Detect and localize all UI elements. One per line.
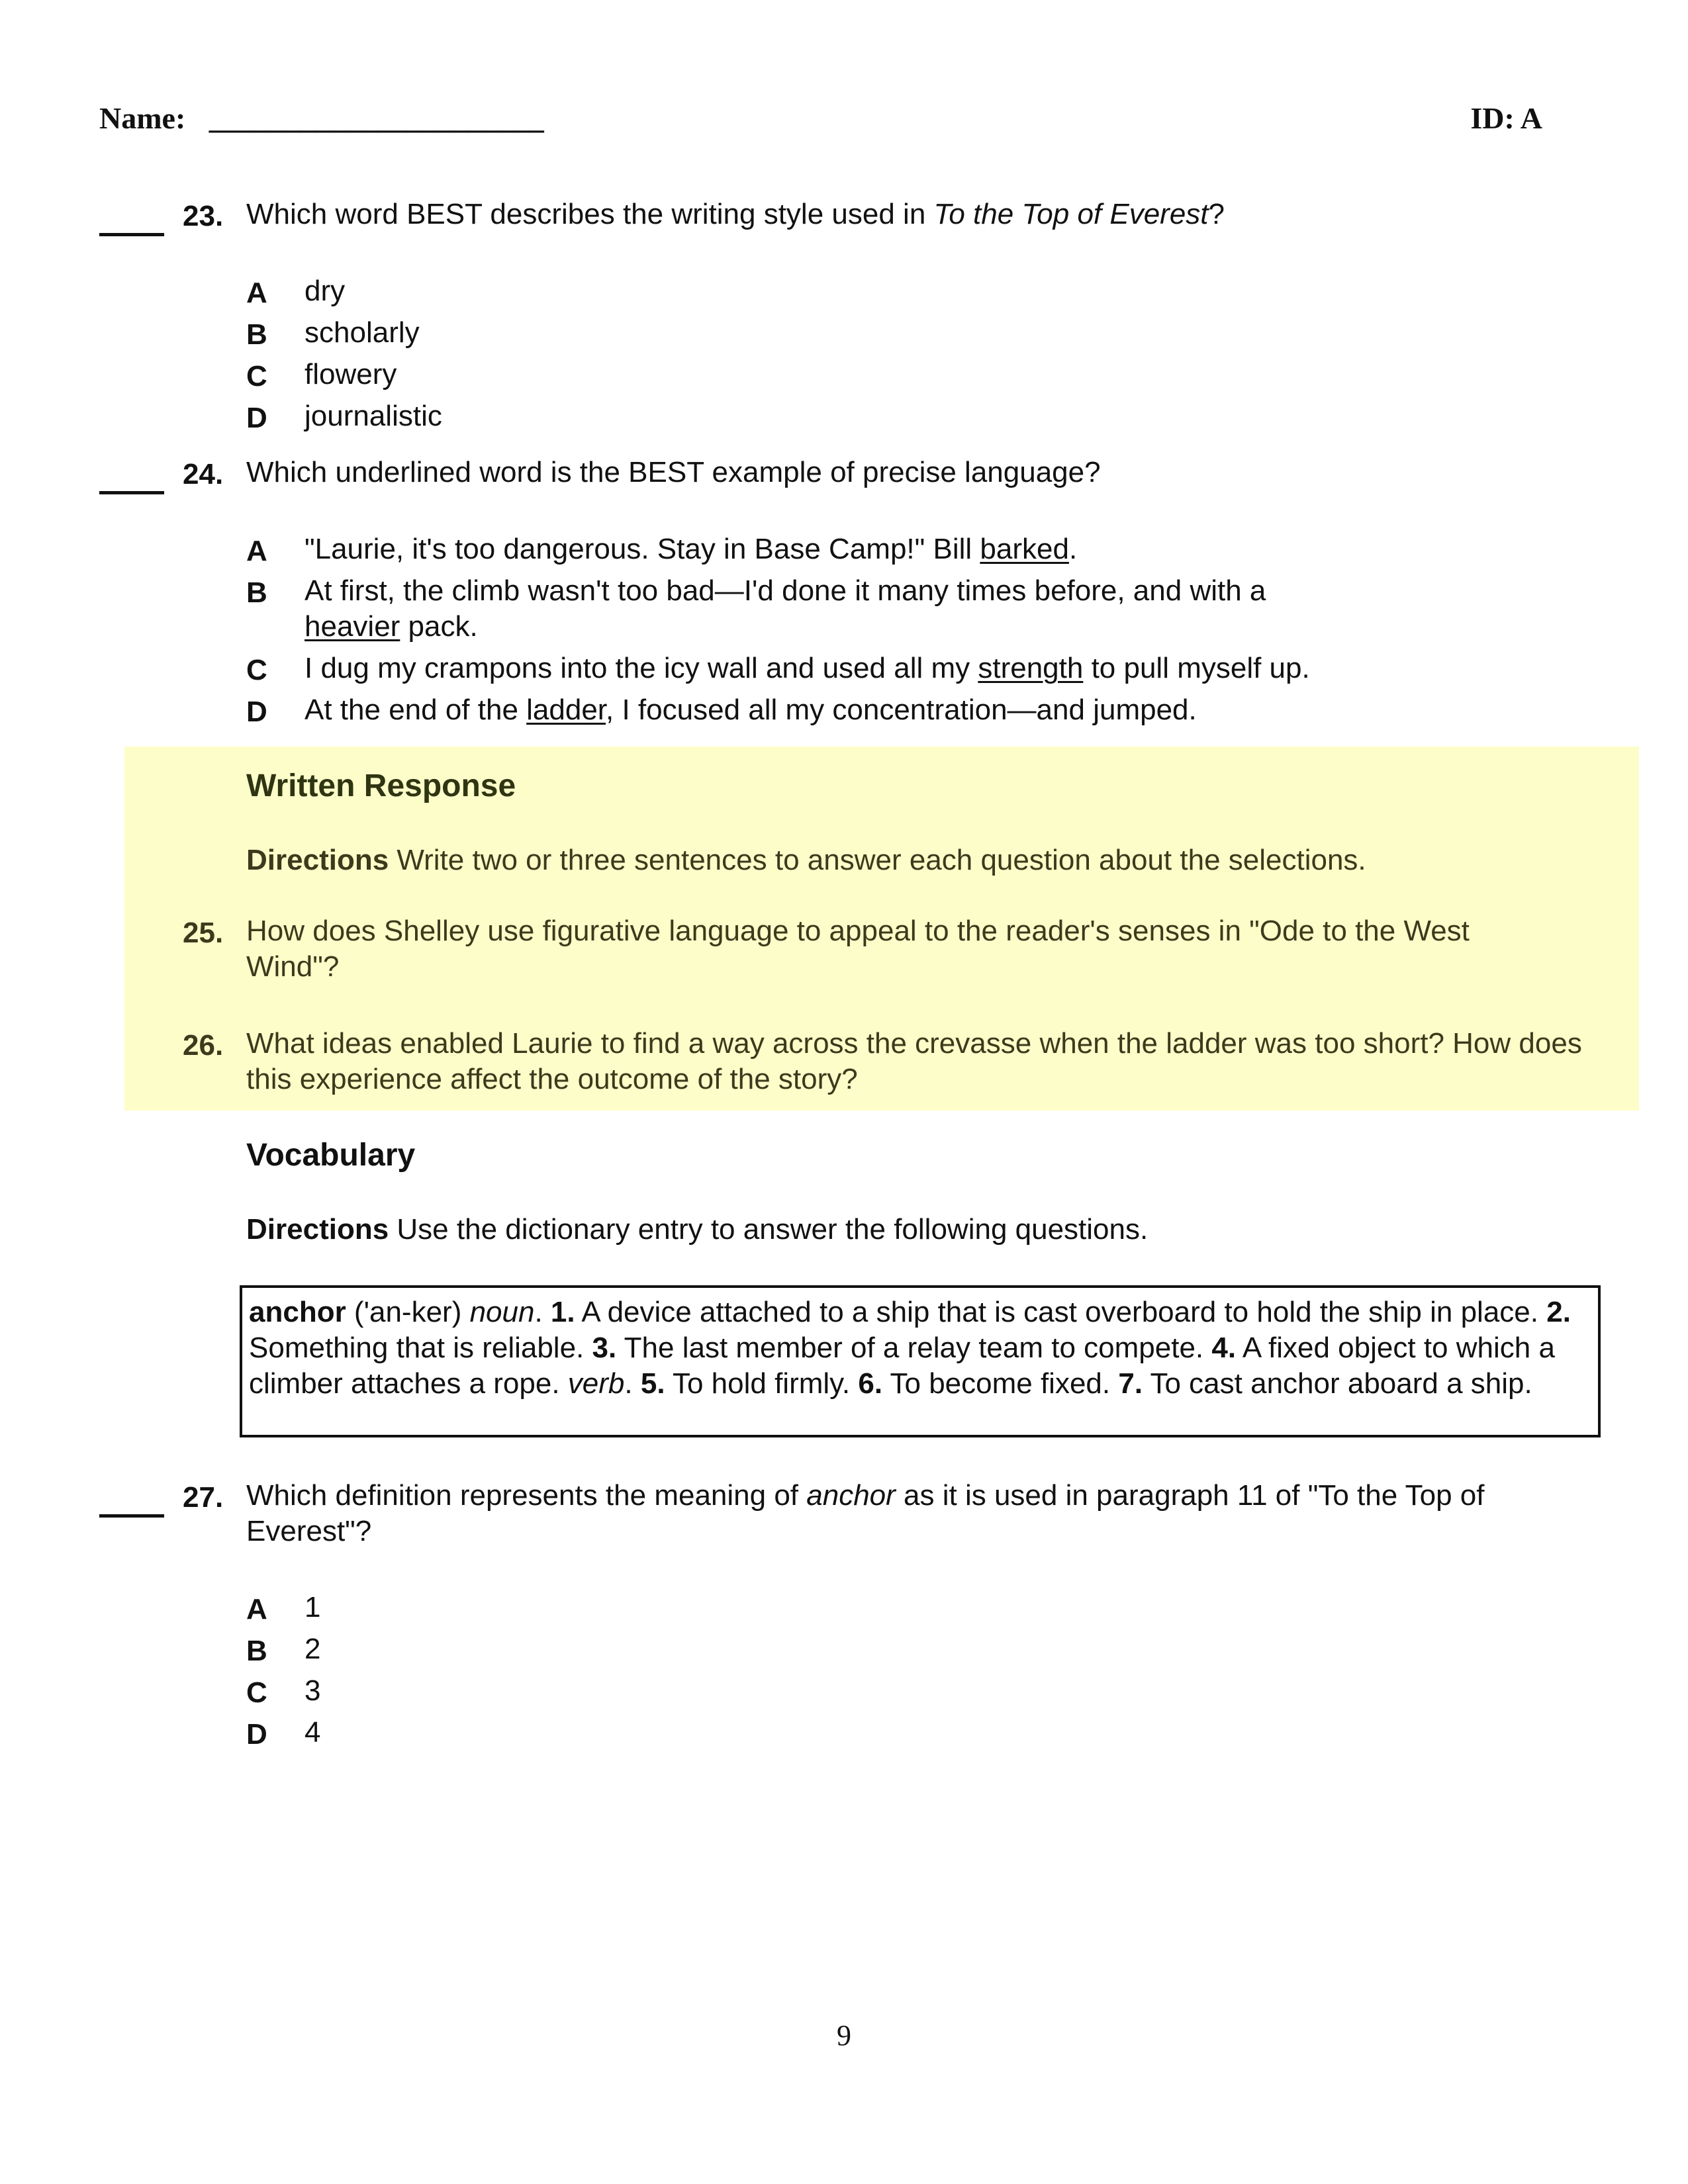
option-text-part: I dug my crampons into the icy wall and used all my bbox=[305, 652, 978, 684]
q27-option-letter: B bbox=[246, 1635, 267, 1667]
name-label: Name: bbox=[99, 101, 186, 135]
underlined-word: heavier bbox=[305, 610, 400, 643]
definition-text: To cast anchor aboard a ship. bbox=[1143, 1367, 1532, 1400]
q27-word-italic: anchor bbox=[806, 1479, 896, 1512]
q27-text-end: as it is used in paragraph 11 of "To the Top of Everest"? bbox=[246, 1479, 1485, 1547]
underlined-word: strength bbox=[978, 652, 1084, 684]
definition-number: 6. bbox=[858, 1367, 883, 1400]
definition-text: Something that is reliable. bbox=[249, 1332, 592, 1364]
question-number-23: 23. bbox=[183, 200, 224, 232]
definition-number: 1. bbox=[550, 1296, 575, 1328]
question-text-25: How does Shelley use figurative language to appeal to the reader's senses in "Ode to the West Wind"? bbox=[246, 915, 1470, 983]
question-number-27: 27. bbox=[183, 1481, 224, 1514]
option-text-part: "Laurie, it's too dangerous. Stay in Base Camp!" Bill bbox=[305, 533, 980, 565]
q23-text-part: Which word BEST describes the writing style used in bbox=[246, 198, 934, 230]
q24-option-text bbox=[305, 531, 1364, 567]
definition-text: A fixed object to which a climber attaches a rope. bbox=[249, 1332, 1555, 1400]
q27-option-text: 4 bbox=[305, 1716, 321, 1749]
q24-option-letter: D bbox=[246, 696, 267, 728]
q24-option-text bbox=[305, 651, 1430, 686]
q24-option-text bbox=[305, 692, 1430, 728]
q27-option-text: 3 bbox=[305, 1674, 321, 1707]
q23-option-text: flowery bbox=[305, 358, 397, 390]
q23-text-end: ? bbox=[1208, 198, 1225, 230]
q27-option-letter: C bbox=[246, 1676, 267, 1709]
written-response-title: Written Response bbox=[246, 768, 516, 803]
option-text-part: . bbox=[1068, 533, 1078, 565]
q23-option-text: dry bbox=[305, 275, 346, 307]
part-of-speech: noun bbox=[469, 1296, 535, 1328]
option-text-part: At first, the climb wasn't too bad—I'd done it many times before, and with a bbox=[305, 574, 1266, 607]
entry-word: anchor bbox=[249, 1296, 346, 1328]
answer-blank-27[interactable] bbox=[99, 1514, 164, 1518]
q23-option-text: scholarly bbox=[305, 316, 420, 349]
pronunciation: ('an-ker) bbox=[346, 1296, 470, 1328]
definition-number: 2. bbox=[1546, 1296, 1571, 1328]
question-number-25: 25. bbox=[183, 917, 224, 949]
name-blank[interactable]: ______________________ bbox=[209, 101, 544, 135]
vocabulary-directions bbox=[246, 1213, 1610, 1246]
question-text-27 bbox=[246, 1478, 1544, 1549]
question-text-23 bbox=[246, 197, 1597, 232]
definition-text: The last member of a relay team to compete. bbox=[616, 1332, 1212, 1364]
page-number: 9 bbox=[837, 2019, 851, 2052]
q23-title-italic: To the Top of Everest bbox=[933, 198, 1209, 230]
answer-blank-23[interactable] bbox=[99, 233, 164, 236]
vocabulary-title: Vocabulary bbox=[246, 1138, 416, 1173]
q24-option-text bbox=[305, 573, 1337, 645]
test-id: ID: A bbox=[1470, 101, 1542, 135]
underlined-word: ladder bbox=[526, 694, 606, 726]
question-text-26: What ideas enabled Laurie to find a way across the crevasse when the ladder was too short? How does this experience affect the outcome of the story? bbox=[246, 1027, 1582, 1095]
definition-text: To hold firmly. bbox=[665, 1367, 859, 1400]
question-number-24: 24. bbox=[183, 458, 224, 490]
q24-option-letter: A bbox=[246, 535, 267, 567]
definition-text: To become fixed. bbox=[882, 1367, 1119, 1400]
q23-option-letter: B bbox=[246, 318, 267, 351]
directions-text: Write two or three sentences to answer each question about the selections. bbox=[389, 844, 1366, 876]
option-text-part: At the end of the bbox=[305, 694, 527, 726]
q27-option-text: 1 bbox=[305, 1591, 321, 1623]
q24-option-letter: C bbox=[246, 654, 267, 686]
definition-number: 5. bbox=[640, 1367, 665, 1400]
q27-option-letter: D bbox=[246, 1718, 267, 1751]
dictionary-entry: anchor ('an-ker) noun. 1. A device attached to a ship that is cast overboard to hold the ship in place. 2. Something that is reliable. 3. The last member of a relay team to compete. 4. A fixed object to which a climber attaches a rope. verb. 5. To hold firmly. 6. To become fixed. 7. To cast anchor aboard a ship. bbox=[240, 1285, 1601, 1437]
directions-label: Directions bbox=[246, 844, 389, 876]
q23-option-text: journalistic bbox=[305, 400, 442, 432]
definition-number: 4. bbox=[1211, 1332, 1237, 1364]
q23-option-letter: A bbox=[246, 277, 267, 309]
q27-option-text: 2 bbox=[305, 1633, 321, 1665]
q27-option-letter: A bbox=[246, 1593, 267, 1625]
question-number-26: 26. bbox=[183, 1029, 224, 1062]
q27-text-part: Which definition represents the meaning of bbox=[246, 1479, 807, 1512]
directions-text: Use the dictionary entry to answer the following questions. bbox=[389, 1213, 1149, 1246]
answer-blank-24[interactable] bbox=[99, 491, 164, 494]
q23-option-letter: D bbox=[246, 402, 267, 434]
definition-number: 7. bbox=[1118, 1367, 1143, 1400]
option-text-part: to pull myself up. bbox=[1083, 652, 1310, 684]
definition-text: A device attached to a ship that is cast overboard to hold the ship in place. bbox=[575, 1296, 1547, 1328]
q24-option-letter: B bbox=[246, 576, 267, 609]
underlined-word: barked bbox=[980, 533, 1069, 565]
directions-label: Directions bbox=[246, 1213, 389, 1246]
part-of-speech: verb bbox=[567, 1367, 625, 1400]
option-text-part: , I focused all my concentration—and jumped. bbox=[606, 694, 1197, 726]
written-response-directions bbox=[246, 844, 1610, 877]
q23-option-letter: C bbox=[246, 360, 267, 392]
name-field bbox=[99, 101, 544, 136]
question-text-24: Which underlined word is the BEST example of precise language? bbox=[246, 456, 1101, 488]
option-text-part: pack. bbox=[400, 610, 478, 643]
definition-number: 3. bbox=[592, 1332, 617, 1364]
